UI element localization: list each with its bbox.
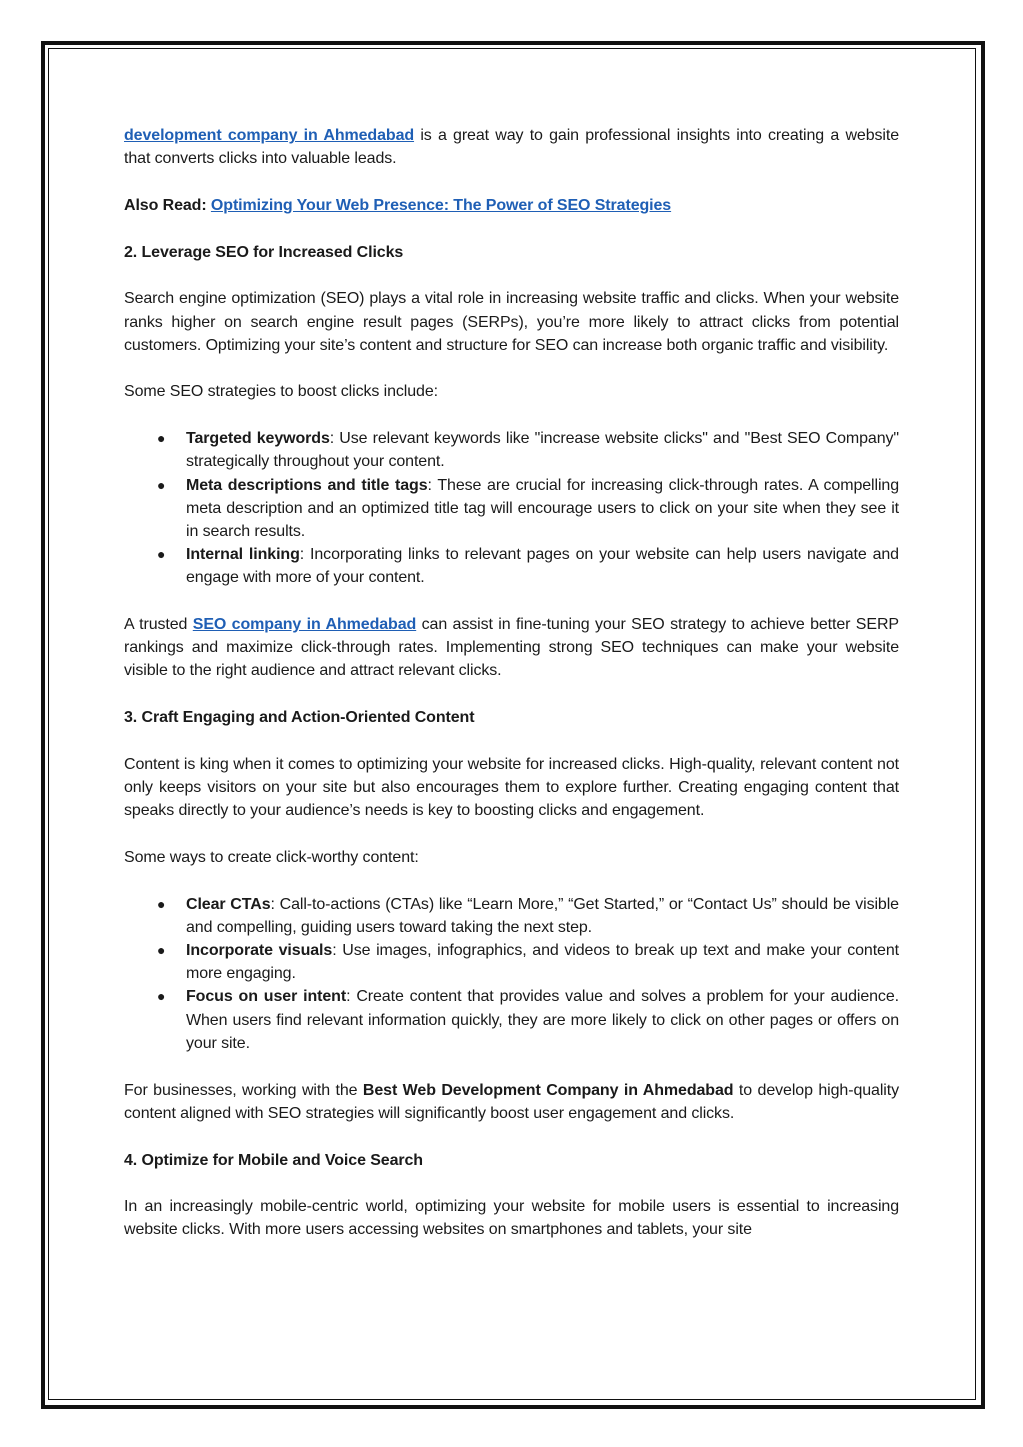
list-item xyxy=(124,893,899,939)
also-read-link[interactable]: Optimizing Your Web Presence: The Power of SEO Strategies xyxy=(210,196,672,214)
section2-paragraph-1: Search engine optimization (SEO) plays a vital role in increasing website traffic and clicks. When your website ranks higher on search engine result pages (SERPs), you’re more likely to attract clicks from potential customers. Optimizing your site’s content and structure for SEO can increase both organic traffic and visibility. xyxy=(124,290,899,354)
section4-heading: 4. Optimize for Mobile and Voice Search xyxy=(124,1151,423,1169)
list-item-bold: Incorporate visuals xyxy=(186,942,333,960)
list-item-text: : Call-to-actions (CTAs) like “Learn More,” “Get Started,” or “Contact Us” should be visible and compelling, guiding users toward taking the next step. xyxy=(186,895,899,936)
list-item-text: : Use relevant keywords like "increase website clicks" and "Best SEO Company" strategically throughout your content. xyxy=(186,430,899,471)
list-item-bold: Focus on user intent xyxy=(186,988,347,1006)
section2-p3-after: can assist in fine-tuning your SEO strategy to achieve better SERP rankings and maximize click-through rates. Implementing strong SEO techniques can make your website visible to the right audience and attract relevant clicks. xyxy=(124,616,899,680)
list-item-bold: Meta descriptions and title tags xyxy=(186,476,428,494)
section3-paragraph-2: Some ways to create click-worthy content: xyxy=(124,848,419,866)
also-read-label: Also Read: xyxy=(124,196,211,214)
list-item xyxy=(124,939,899,985)
also-read-paragraph xyxy=(124,194,899,217)
bullet-icon: ● xyxy=(157,942,166,959)
section3-heading: 3. Craft Engaging and Action-Oriented Content xyxy=(124,709,475,727)
document-body xyxy=(124,124,899,1265)
section2-p3-before: A trusted xyxy=(124,616,193,634)
list-item-bold: Targeted keywords xyxy=(186,430,330,448)
section4-paragraph-1: In an increasingly mobile-centric world, optimizing your website for mobile users is essential to increasing website clicks. With more users accessing websites on smartphones and tablets, your site xyxy=(124,1198,899,1239)
list-item-text: : Use images, infographics, and videos to break up text and make your content more engaging. xyxy=(186,942,899,983)
section2-bullet-list xyxy=(124,427,899,589)
section3-p3-bold: Best Web Development Company in Ahmedabad xyxy=(362,1081,734,1099)
web-development-company-link[interactable]: development company in Ahmedabad xyxy=(124,127,415,144)
bullet-icon: ● xyxy=(157,430,166,447)
section2-heading: 2. Leverage SEO for Increased Clicks xyxy=(124,243,404,261)
section3-p3-before: For businesses, working with the xyxy=(124,1081,363,1099)
list-item-text: : Create content that provides value and solves a problem for your audience. When users find relevant information quickly, they are more likely to click on other pages or offers on your site. xyxy=(186,988,899,1052)
section3-p3-after: to develop high-quality content aligned with SEO strategies will significantly boost user engagement and clicks. xyxy=(124,1081,900,1122)
list-item-bold: Clear CTAs xyxy=(186,895,271,913)
section3-paragraph-1: Content is king when it comes to optimizing your website for increased clicks. High-quality, relevant content not only keeps visitors on your site but also encourages them to explore further. Creating engaging content that speaks directly to your audience’s needs is key to boosting clicks and engagement. xyxy=(124,755,899,820)
list-item-bold: Internal linking xyxy=(186,546,300,564)
list-item-text: : Incorporating links to relevant pages on your website can help users navigate and engage with more of your content. xyxy=(186,546,899,587)
bullet-icon: ● xyxy=(157,476,166,493)
section2-paragraph-3 xyxy=(124,613,899,683)
section3-bullet-list xyxy=(124,893,899,1055)
bullet-icon: ● xyxy=(157,895,166,912)
section2-paragraph-2: Some SEO strategies to boost clicks include: xyxy=(124,383,438,401)
list-item xyxy=(124,427,899,473)
section3-paragraph-3 xyxy=(124,1079,899,1125)
list-item xyxy=(124,543,899,589)
intro-paragraph xyxy=(124,124,899,170)
seo-company-link[interactable]: SEO company in Ahmedabad xyxy=(192,616,417,634)
bullet-icon: ● xyxy=(157,546,166,563)
list-item-text: : These are crucial for increasing click-through rates. A compelling meta description and an optimized title tag will encourage users to click on your site when they see it in search results. xyxy=(186,476,899,540)
bullet-icon: ● xyxy=(157,988,166,1005)
list-item xyxy=(124,985,899,1055)
list-item xyxy=(124,474,899,544)
intro-text: is a great way to gain professional insights into creating a website that converts clicks into valuable leads. xyxy=(124,127,899,168)
